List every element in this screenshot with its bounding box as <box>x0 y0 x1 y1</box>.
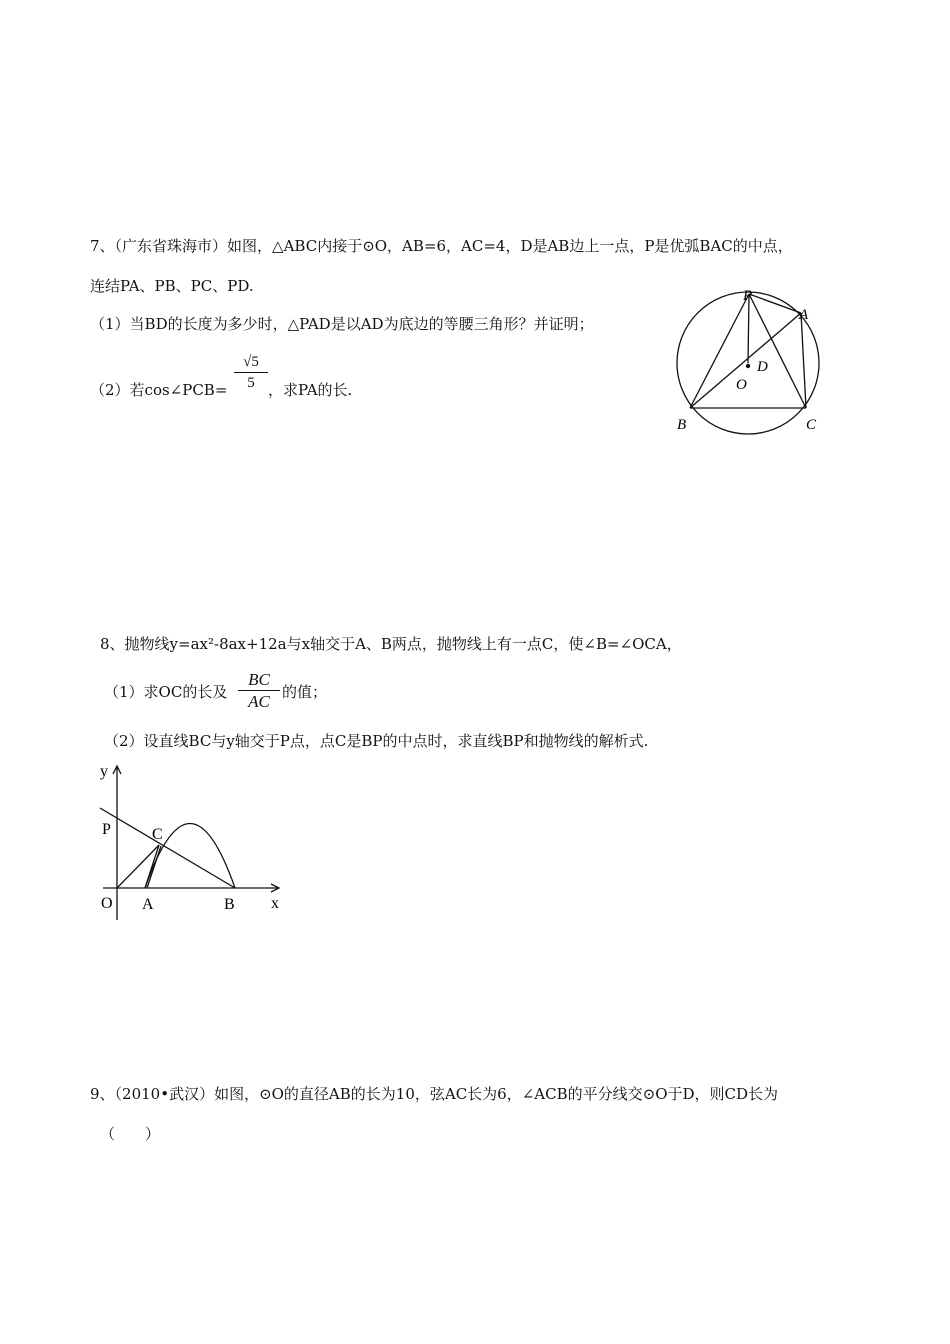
label-b: B <box>677 417 687 433</box>
problem8-bc-ac-fraction <box>238 669 280 712</box>
fraction-numerator: √5 <box>243 354 259 370</box>
problem9-answer-blank: （ ） <box>100 1125 161 1143</box>
problem8-question1-suffix: 的值； <box>282 683 328 701</box>
label-o: O <box>101 895 113 912</box>
problem7-cos-fraction <box>234 352 268 393</box>
axes <box>103 766 279 920</box>
label-x: x <box>271 895 279 912</box>
fraction-denominator: AC <box>248 692 270 711</box>
label-d: D <box>757 359 768 375</box>
problem7-question2-prefix: （2）若cos∠PCB= <box>90 381 228 399</box>
fraction-numerator: BC <box>248 670 270 689</box>
label-a: A <box>142 896 154 913</box>
problem7-line1: 7、（广东省珠海市）如图，△ABC内接于⊙O，AB=6，AC=4，D是AB边上一点，P是优弧BAC的中点， <box>90 237 793 255</box>
fraction-denominator: 5 <box>247 375 255 391</box>
label-b: B <box>224 896 235 913</box>
problem7-circle-figure <box>668 290 848 440</box>
problem8-question2: （2）设直线BC与y轴交于P点，点C是BP的中点时，求直线BP和抛物线的解析式. <box>104 732 649 750</box>
point-d-dot <box>746 364 750 368</box>
problem7-question2-suffix: ，求PA的长. <box>268 381 353 399</box>
problem8-parabola-figure <box>95 760 295 925</box>
label-a: A <box>799 307 809 323</box>
figure-segments <box>690 294 806 408</box>
problem7-line2: 连结PA、PB、PC、PD. <box>90 277 254 295</box>
problem8-question1-prefix: （1）求OC的长及 <box>104 683 228 701</box>
label-o: O <box>736 377 747 393</box>
figure-curves <box>100 808 235 888</box>
label-y: y <box>100 763 108 780</box>
label-c: C <box>806 417 817 433</box>
problem7-question1: （1）当BD的长度为多少时，△PAD是以AD为底边的等腰三角形？并证明； <box>90 315 594 333</box>
label-c: C <box>152 826 163 843</box>
problem8-line1: 8、抛物线y=ax²-8ax+12a与x轴交于A、B两点，抛物线上有一点C，使∠B=∠OCA， <box>100 635 682 653</box>
label-p: P <box>102 821 111 838</box>
problem9-line1: 9、（2010•武汉）如图，⊙O的直径AB的长为10，弦AC长为6，∠ACB的平分线交⊙O于D，则CD长为 <box>90 1085 779 1103</box>
label-p: P <box>743 290 753 304</box>
